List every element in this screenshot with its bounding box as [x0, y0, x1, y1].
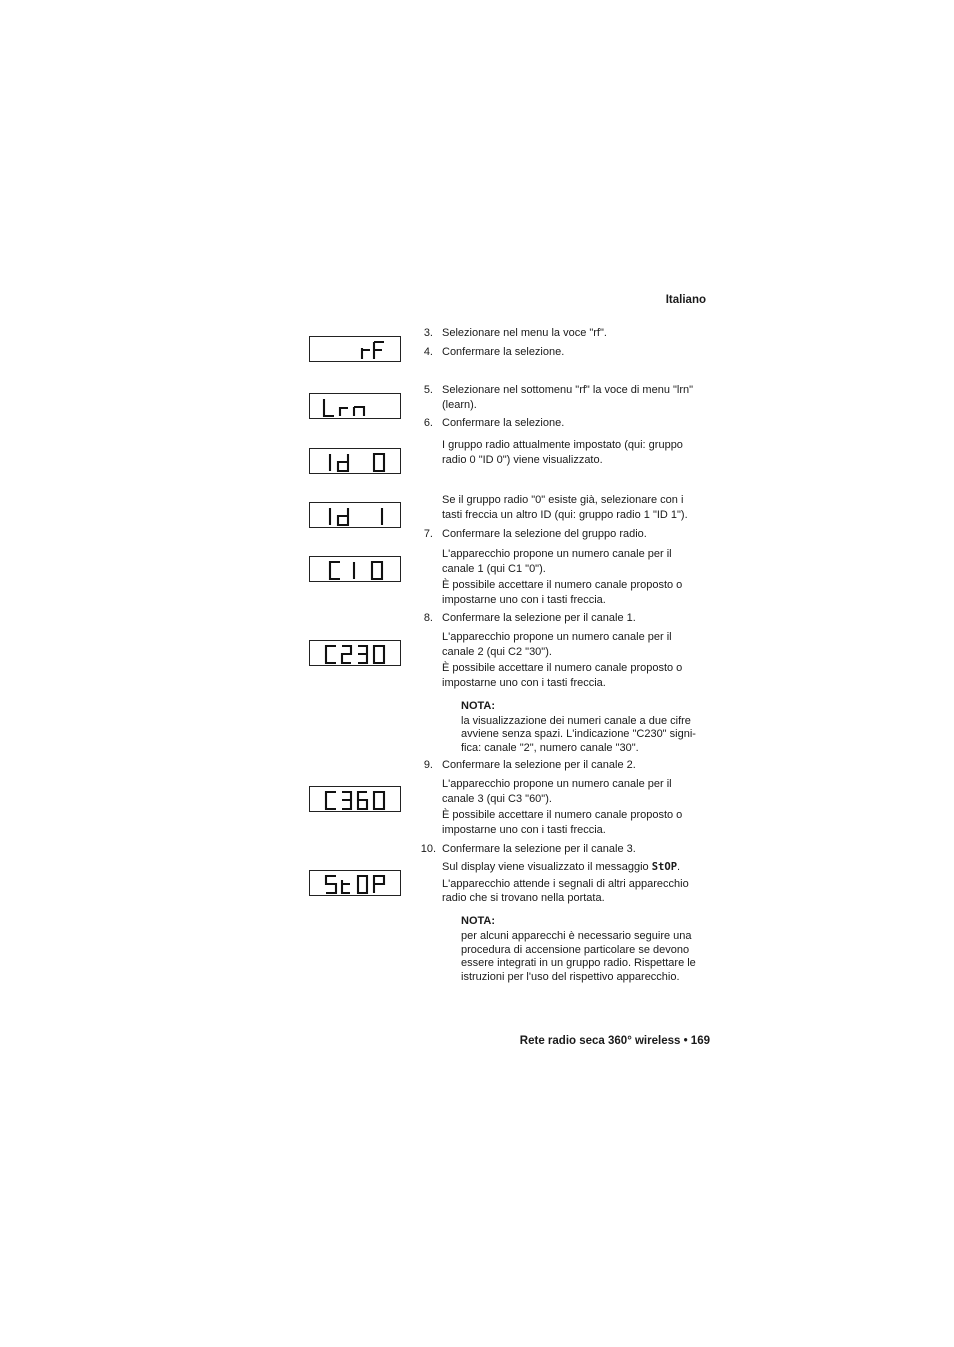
lcd-id1-digits [326, 506, 392, 526]
lcd-rf [309, 336, 401, 362]
note-2-title: NOTA: [461, 915, 496, 927]
note-1-line1: la visualizzazione dei numeri canale a due cifre [461, 715, 691, 727]
step-10-info-line3: radio che si trovano nella portata. [442, 892, 605, 904]
step-7-info-line2: canale 1 (qui C1 "0"). [442, 563, 546, 575]
page-footer: Rete radio seca 360° wireless • 169 [519, 1035, 710, 1047]
lcd-id0-digits [326, 452, 392, 472]
note-1-title: NOTA: [461, 700, 496, 712]
step-6-text: Confermare la selezione. [442, 417, 565, 429]
stop-message-inline: StOP [651, 861, 678, 873]
step-9-text: Confermare la selezione per il canale 2. [442, 759, 636, 771]
step-7-info-line4: impostarne uno con i tasti freccia. [442, 594, 606, 606]
note-2-line3: essere integrati in un gruppo radio. Rispettare le [461, 957, 696, 969]
step-4-text: Confermare la selezione. [442, 346, 565, 358]
step-8-info-line2: canale 2 (qui C2 "30"). [442, 646, 552, 658]
language-header: Italiano [665, 294, 706, 306]
step-9-info-line3: È possibile accettare il numero canale proposto o [442, 809, 683, 821]
note-2-line4: istruzioni per l'uso del rispettivo apparecchio. [461, 971, 680, 983]
lcd-rf-digits [332, 340, 392, 360]
step-4-number: 4. [423, 346, 433, 358]
lcd-lrn-digits [318, 397, 396, 417]
step-10-info-line1-end: . [677, 861, 681, 873]
step-6-alt-line2: tasti freccia un altro ID (qui: gruppo radio 1 "ID 1"). [442, 509, 688, 521]
step-6-number: 6. [423, 417, 433, 429]
step-9-info-line4: impostarne uno con i tasti freccia. [442, 824, 606, 836]
lcd-c360 [309, 786, 401, 812]
step-7-text: Confermare la selezione del gruppo radio. [442, 528, 647, 540]
step-9-info-line1: L'apparecchio propone un numero canale per il [442, 778, 672, 790]
step-5-text-line1: Selezionare nel sottomenu "rf" la voce di menu "lrn" [442, 384, 694, 396]
lcd-c230-digits [324, 644, 392, 664]
step-8-text: Confermare la selezione per il canale 1. [442, 612, 636, 624]
step-8-number: 8. [423, 612, 433, 624]
step-7-number: 7. [423, 528, 433, 540]
step-8-info-line1: L'apparecchio propone un numero canale per il [442, 631, 672, 643]
lcd-c360-digits [324, 790, 392, 810]
step-10-number: 10. [420, 843, 436, 855]
step-7-info-line1: L'apparecchio propone un numero canale per il [442, 548, 672, 560]
step-6-info-line2: radio 0 "ID 0") viene visualizzato. [442, 454, 603, 466]
step-8-info-line3: È possibile accettare il numero canale proposto o [442, 662, 683, 674]
lcd-stop [309, 870, 401, 896]
lcd-stop-digits [324, 874, 392, 894]
lcd-c10-digits [326, 560, 392, 580]
note-2-line1: per alcuni apparecchi è necessario seguire una [461, 930, 692, 942]
lcd-c10 [309, 556, 401, 582]
note-1-line2: avviene senza spazi. L'indicazione "C230" signi- [461, 728, 696, 740]
lcd-id0 [309, 448, 401, 474]
step-10-text: Confermare la selezione per il canale 3. [442, 843, 636, 855]
step-9-info-line2: canale 3 (qui C3 "60"). [442, 793, 552, 805]
lcd-c230 [309, 640, 401, 666]
step-6-info-line1: I gruppo radio attualmente impostato (qui: gruppo [442, 439, 683, 451]
step-3-number: 3. [423, 327, 433, 339]
note-1-line3: fica: canale "2", numero canale "30". [461, 742, 639, 754]
step-5-text-line2: (learn). [442, 399, 477, 411]
lcd-lrn [309, 393, 401, 419]
step-8-info-line4: impostarne uno con i tasti freccia. [442, 677, 606, 689]
step-3-text: Selezionare nel menu la voce "rf". [442, 327, 607, 339]
step-5-number: 5. [423, 384, 433, 396]
step-10-info-line2: L'apparecchio attende i segnali di altri apparecchio [442, 878, 689, 890]
note-2-line2: procedura di accensione particolare se devono [461, 944, 690, 956]
step-10-info-line1-text: Sul display viene visualizzato il messaggio [442, 861, 649, 873]
step-6-alt-line1: Se il gruppo radio "0" esiste già, selezionare con i [442, 494, 684, 506]
step-9-number: 9. [423, 759, 433, 771]
step-7-info-line3: È possibile accettare il numero canale proposto o [442, 579, 683, 591]
step-10-info-line1 [442, 860, 680, 876]
lcd-id1 [309, 502, 401, 528]
